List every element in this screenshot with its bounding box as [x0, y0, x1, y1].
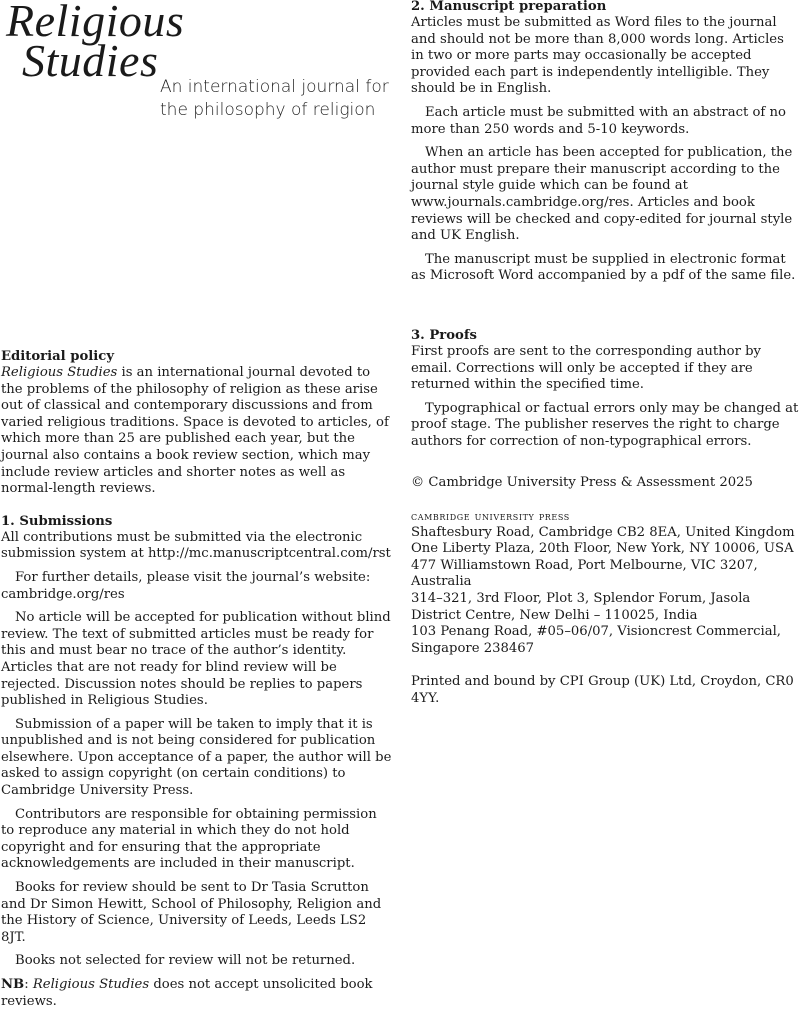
submissions-section: [1, 513, 393, 1010]
journal-name-italic: Religious Studies: [1, 365, 118, 380]
submissions-para-1: All contributions must be submitted via the electronic submission system at http://mc.manuscriptcentral.com/rst: [1, 529, 391, 562]
submissions-para-3: No article will be accepted for publication without blind review. The text of submitted articles must be ready for this and must bear no trace of the author’s identity. Articles that are not ready for blind review will be rejected. Discussion notes should be replies to papers published in Religious Studies.: [1, 610, 391, 709]
right-column: [411, 0, 799, 708]
address-cambridge: Shaftesbury Road, Cambridge CB2 8EA, United Kingdom: [411, 524, 795, 540]
manuscript-para-3: When an article has been accepted for publication, the author must prepare their manuscript according to the journal style guide which can be found at www.journals.cambridge.org/res. Articles and book reviews will be checked and copy-edited for journal style and UK English.: [411, 145, 793, 244]
manuscript-heading: 2. Manuscript preparation: [411, 0, 607, 14]
address-singapore: 103 Penang Road, #05–06/07, Visioncrest Commercial, Singapore 238467: [411, 624, 782, 656]
editorial-policy-text: [1, 365, 393, 498]
submissions-para-7: Books not selected for review will not be returned.: [15, 953, 356, 969]
submissions-para-2: For further details, please visit the journal’s website: cambridge.org/res: [1, 569, 371, 602]
address-new-york: One Liberty Plaza, 20th Floor, New York, NY 10006, USA: [411, 541, 794, 557]
manuscript-para-4: The manuscript must be supplied in electronic format as Microsoft Word accompanied by a pdf of the same file.: [411, 251, 796, 284]
nb-label: NB: [1, 977, 25, 992]
submissions-heading: 1. Submissions: [1, 513, 113, 529]
address-new-delhi: 314–321, 3rd Floor, Plot 3, Splendor Forum, Jasola District Centre, New Delhi – 110025, India: [411, 591, 751, 623]
journal-logo: [0, 0, 400, 130]
logo-title-line1: Religious: [6, 0, 185, 46]
submissions-para-6: Books for review should be sent to Dr Tasia Scrutton and Dr Simon Hewitt, School of Philosophy, Religion and the History of Science, University of Leeds, Leeds LS2 8JT.: [1, 880, 382, 945]
logo-title-line2: Studies: [22, 35, 159, 86]
publisher-addresses: [411, 508, 799, 657]
tagline-line1: An international journal for: [160, 77, 389, 97]
manuscript-para-1: Articles must be submitted as Word files to the journal and should not be more than 8,000 words long. Articles in two or more parts may occasionally be accepted provided each part is independently intelligible. They should be in English.: [411, 15, 784, 97]
proofs-para-1: First proofs are sent to the corresponding author by email. Corrections will only be accepted if they are returned within the specified time.: [411, 343, 761, 393]
copyright-notice: © Cambridge University Press & Assessment 2025: [411, 475, 753, 491]
submissions-nb-note: [1, 977, 393, 1010]
proofs-section: [411, 327, 799, 451]
nb-sep: :: [24, 977, 33, 992]
manuscript-section: [411, 0, 799, 285]
left-column: [1, 348, 393, 1025]
submissions-para-4: Submission of a paper will be taken to imply that it is unpublished and is not being considered for publication elsewhere. Upon acceptance of a paper, the author will be asked to assign copyright (on certain conditions) to Cambridge University Press.: [1, 716, 392, 799]
manuscript-para-2: Each article must be submitted with an abstract of no more than 250 words and 5-10 keywords.: [411, 104, 786, 137]
editorial-policy-body: is an international journal devoted to the problems of the philosophy of religion as these arise out of classical and contemporary discussions and from varied religious traditions. Space is devoted to articles, of which more than 25 are published each year, but the journal also contains a book review section, which may include review articles and shorter notes as well as normal-length reviews.: [1, 365, 389, 497]
publisher-name: cambridge university press: [411, 509, 570, 524]
proofs-para-2: Typographical or factual errors only may be changed at proof stage. The publisher reserves the right to charge authors for correction of non-typographical errors.: [411, 400, 799, 449]
journal-tagline: [160, 76, 389, 122]
editorial-policy-section: [1, 348, 393, 498]
tagline-line2: the philosophy of religion: [160, 100, 376, 120]
nb-journal-name: Religious Studies: [32, 977, 150, 992]
address-melbourne: 477 Williamstown Road, Port Melbourne, VIC 3207, Australia: [411, 557, 758, 590]
editorial-policy-heading: Editorial policy: [1, 349, 115, 364]
printer-notice: Printed and bound by CPI Group (UK) Ltd, Croydon, CR0 4YY.: [411, 674, 794, 706]
submissions-para-5: Contributors are responsible for obtaining permission to reproduce any material in which they do not hold copyright and for ensuring that the appropriate acknowledgements are included in their manuscript.: [1, 806, 377, 872]
nb-text: does not accept unsolicited book reviews.: [1, 977, 373, 1009]
proofs-heading: 3. Proofs: [411, 327, 477, 343]
